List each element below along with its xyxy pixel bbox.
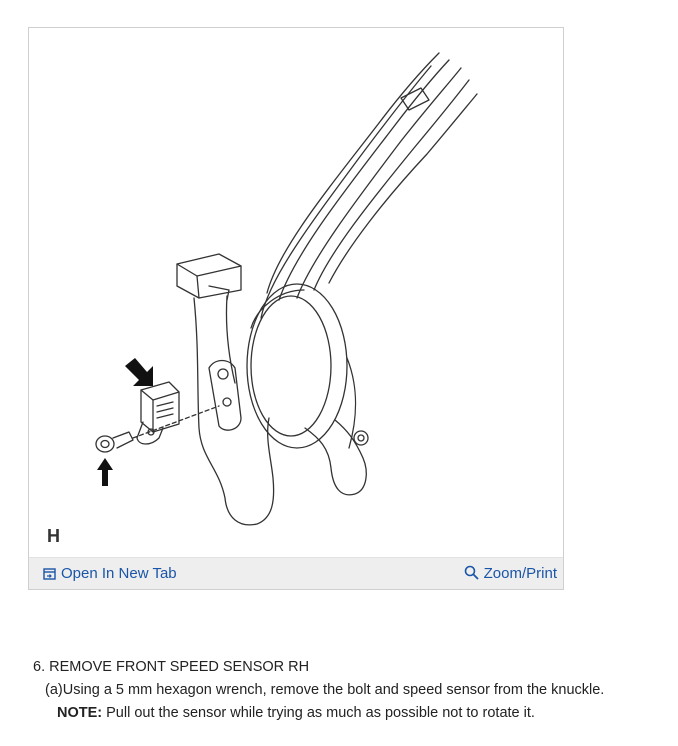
zoom-print-label: Zoom/Print xyxy=(483,565,557,582)
external-tab-icon xyxy=(43,567,56,580)
note-text: Pull out the sensor while trying as much as possible not to rotate it. xyxy=(102,705,535,721)
step-title: 6. REMOVE FRONT SPEED SENSOR RH xyxy=(33,659,310,675)
open-in-new-tab-link[interactable] xyxy=(43,565,177,582)
zoom-print-link[interactable] xyxy=(464,565,557,582)
figure-toolbar xyxy=(29,557,563,589)
steering-knuckle-diagram xyxy=(29,28,565,558)
note-line xyxy=(57,705,535,721)
note-label: NOTE: xyxy=(57,705,103,721)
substep-text: (a)Using a 5 mm hexagon wrench, remove the bolt and speed sensor from the knuckle. xyxy=(45,682,605,698)
figure-letter: H xyxy=(47,526,60,546)
figure-panel xyxy=(28,27,564,590)
magnifier-icon xyxy=(464,565,479,580)
open-in-new-tab-label: Open In New Tab xyxy=(61,565,177,582)
